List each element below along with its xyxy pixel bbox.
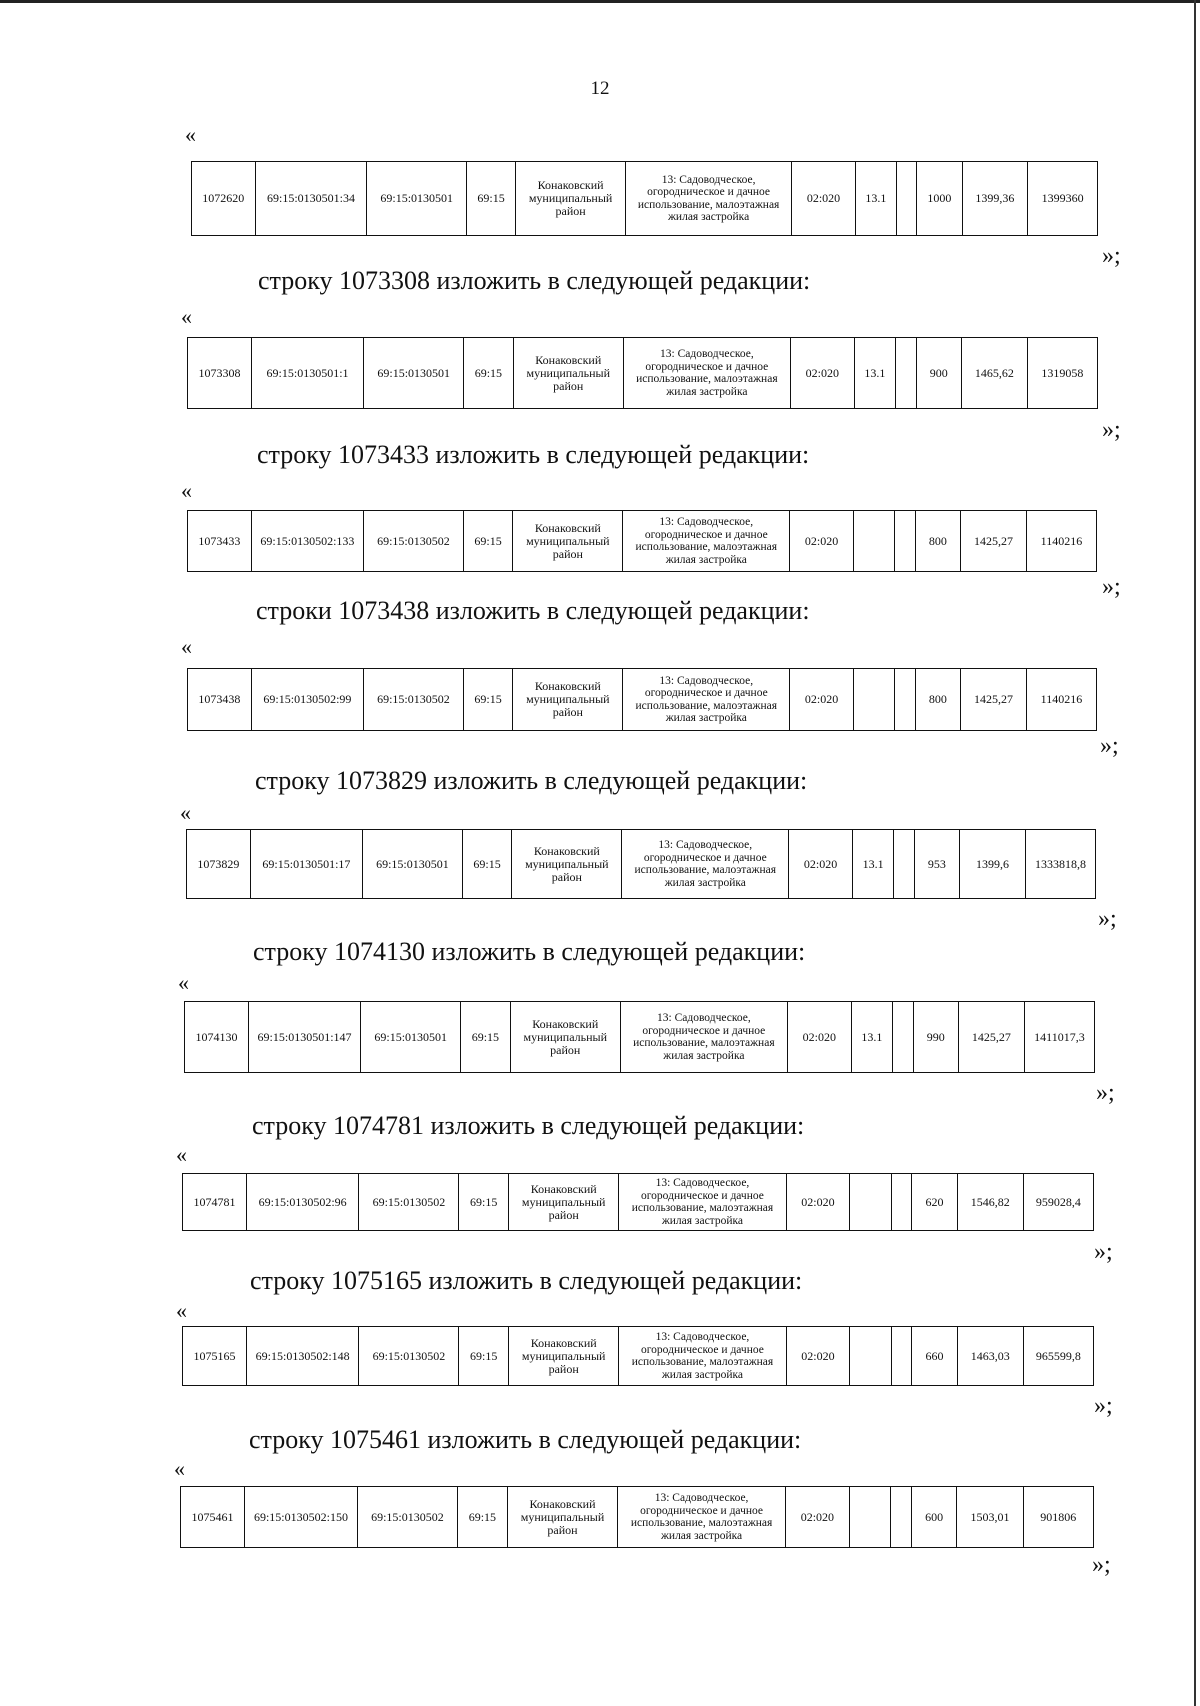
row-code-cell: 1072620 — [192, 162, 256, 236]
table-row — [181, 1487, 1094, 1548]
closing-quote: »; — [1094, 1239, 1113, 1265]
cadastral-number-cell: 69:15:0130502:99 — [251, 669, 363, 731]
closing-quote: »; — [1100, 733, 1119, 759]
empty-cell — [895, 338, 916, 409]
opening-quote: « — [180, 800, 191, 825]
land-use-cell: 13: Садоводческое, огородническое и дачное использование, малоэтажная жилая застройка — [622, 830, 789, 899]
row-code-cell: 1073433 — [188, 511, 252, 572]
cadastral-value-cell: 965599,8 — [1023, 1327, 1093, 1386]
land-use-cell: 13: Садоводческое, огородническое и дачное использование, малоэтажная жилая застройка — [623, 338, 790, 409]
cadastral-value-cell: 1399360 — [1028, 162, 1098, 236]
district-cell: Конаковский муниципальный район — [516, 162, 626, 236]
table-row — [188, 669, 1097, 731]
district-cell: Конаковский муниципальный район — [507, 1487, 618, 1548]
area-cell: 1000 — [917, 162, 962, 236]
group-cell: 02:020 — [787, 1002, 851, 1073]
area-cell: 600 — [911, 1487, 956, 1548]
closing-quote: »; — [1102, 574, 1121, 600]
subgroup-cell — [853, 511, 894, 572]
cadastral-number-cell: 69:15:0130501:34 — [255, 162, 367, 236]
subgroup-cell — [850, 1174, 891, 1231]
specific-value-cell: 1425,27 — [961, 669, 1027, 731]
opening-quote: « — [174, 1456, 185, 1481]
land-use-cell: 13: Садоводческое, огородническое и дачное использование, малоэтажная жилая застройка — [618, 1487, 786, 1548]
cadastral-number-cell: 69:15:0130502:96 — [246, 1174, 358, 1231]
section-heading: строку 1075165 изложить в следующей редакции: — [250, 1266, 803, 1295]
cadastral-value-cell: 959028,4 — [1023, 1174, 1093, 1231]
land-use-cell: 13: Садоводческое, огородническое и дачное использование, малоэтажная жилая застройка — [623, 511, 790, 572]
table-row — [192, 162, 1098, 236]
cadastral-value-row — [180, 1486, 1094, 1548]
table-row — [183, 1327, 1094, 1386]
section-heading: строку 1073829 изложить в следующей редакции: — [255, 766, 808, 795]
subgroup-cell: 13.1 — [852, 830, 893, 899]
opening-quote: « — [181, 304, 192, 329]
opening-quote: « — [178, 970, 189, 995]
district-code-cell: 69:15 — [464, 338, 513, 409]
cadastral-number-cell: 69:15:0130502:150 — [245, 1487, 358, 1548]
cadastral-value-cell: 1140216 — [1026, 669, 1096, 731]
cadastral-number-cell: 69:15:0130501:147 — [248, 1002, 360, 1073]
cadastral-quarter-cell: 69:15:0130502 — [357, 1487, 457, 1548]
scan-border-top — [0, 0, 1200, 3]
cadastral-value-cell: 901806 — [1023, 1487, 1093, 1548]
empty-cell — [896, 162, 917, 236]
cadastral-quarter-cell: 69:15:0130501 — [363, 830, 463, 899]
row-code-cell: 1075461 — [181, 1487, 245, 1548]
subgroup-cell: 13.1 — [855, 162, 896, 236]
section-heading: строку 1075461 изложить в следующей редакции: — [249, 1425, 802, 1454]
district-cell: Конаковский муниципальный район — [513, 511, 623, 572]
group-cell: 02:020 — [785, 1487, 849, 1548]
district-code-cell: 69:15 — [462, 830, 511, 899]
section-heading: строку 1074130 изложить в следующей редакции: — [253, 937, 806, 966]
cadastral-value-row — [184, 1001, 1095, 1073]
area-cell: 800 — [915, 511, 960, 572]
land-use-cell: 13: Садоводческое, огородническое и дачное использование, малоэтажная жилая застройка — [619, 1327, 786, 1386]
area-cell: 660 — [912, 1327, 957, 1386]
empty-cell — [892, 1002, 913, 1073]
subgroup-cell — [849, 1487, 890, 1548]
table-row — [187, 830, 1096, 899]
section-heading: строки 1073438 изложить в следующей редакции: — [256, 596, 810, 625]
cadastral-value-cell: 1333818,8 — [1025, 830, 1095, 899]
cadastral-quarter-cell: 69:15:0130501 — [367, 162, 467, 236]
district-cell: Конаковский муниципальный район — [513, 669, 623, 731]
subgroup-cell — [850, 1327, 891, 1386]
empty-cell — [895, 669, 916, 731]
opening-quote: « — [185, 122, 196, 147]
row-code-cell: 1074130 — [185, 1002, 249, 1073]
group-cell: 02:020 — [790, 511, 854, 572]
section-heading: строку 1073308 изложить в следующей редакции: — [258, 266, 811, 295]
closing-quote: »; — [1098, 906, 1117, 932]
page-number: 12 — [590, 78, 610, 99]
opening-quote: « — [176, 1298, 187, 1323]
scan-border-right — [1194, 0, 1196, 1706]
cadastral-number-cell: 69:15:0130502:148 — [246, 1327, 358, 1386]
area-cell: 620 — [912, 1174, 957, 1231]
district-code-cell: 69:15 — [458, 1487, 508, 1548]
cadastral-quarter-cell: 69:15:0130502 — [364, 669, 464, 731]
land-use-cell: 13: Садоводческое, огородническое и дачное использование, малоэтажная жилая застройка — [623, 669, 790, 731]
cadastral-number-cell: 69:15:0130501:17 — [250, 830, 362, 899]
closing-quote: »; — [1102, 243, 1121, 269]
specific-value-cell: 1399,6 — [960, 830, 1026, 899]
table-row — [185, 1002, 1095, 1073]
group-cell: 02:020 — [792, 162, 856, 236]
table-row — [183, 1174, 1094, 1231]
group-cell: 02:020 — [789, 830, 853, 899]
cadastral-value-cell: 1411017,3 — [1024, 1002, 1094, 1073]
cadastral-value-row — [186, 829, 1096, 899]
district-code-cell: 69:15 — [459, 1174, 509, 1231]
cadastral-quarter-cell: 69:15:0130502 — [364, 511, 464, 572]
opening-quote: « — [181, 634, 192, 659]
specific-value-cell: 1463,03 — [957, 1327, 1023, 1386]
section-heading: строку 1074781 изложить в следующей редакции: — [252, 1111, 805, 1140]
row-code-cell: 1073829 — [187, 830, 251, 899]
area-cell: 800 — [915, 669, 960, 731]
district-code-cell: 69:15 — [459, 1327, 509, 1386]
district-cell: Конаковский муниципальный район — [512, 830, 622, 899]
specific-value-cell: 1465,62 — [961, 338, 1027, 409]
district-code-cell: 69:15 — [463, 511, 512, 572]
district-cell: Конаковский муниципальный район — [508, 1174, 618, 1231]
cadastral-quarter-cell: 69:15:0130501 — [364, 338, 464, 409]
specific-value-cell: 1503,01 — [957, 1487, 1023, 1548]
cadastral-value-row — [182, 1173, 1094, 1231]
cadastral-value-row — [187, 510, 1097, 572]
opening-quote: « — [181, 478, 192, 503]
specific-value-cell: 1425,27 — [958, 1002, 1024, 1073]
area-cell: 990 — [913, 1002, 958, 1073]
district-cell: Конаковский муниципальный район — [510, 1002, 620, 1073]
cadastral-number-cell: 69:15:0130501:1 — [251, 338, 363, 409]
empty-cell — [891, 1487, 912, 1548]
cadastral-value-row — [182, 1326, 1094, 1386]
row-code-cell: 1075165 — [183, 1327, 247, 1386]
subgroup-cell: 13.1 — [851, 1002, 892, 1073]
empty-cell — [895, 511, 916, 572]
row-code-cell: 1073308 — [188, 338, 252, 409]
cadastral-quarter-cell: 69:15:0130501 — [361, 1002, 461, 1073]
closing-quote: »; — [1092, 1552, 1111, 1578]
group-cell: 02:020 — [790, 338, 854, 409]
cadastral-number-cell: 69:15:0130502:133 — [251, 511, 363, 572]
group-cell: 02:020 — [786, 1174, 850, 1231]
empty-cell — [891, 1327, 912, 1386]
section-heading: строку 1073433 изложить в следующей редакции: — [257, 440, 810, 469]
subgroup-cell — [853, 669, 894, 731]
land-use-cell: 13: Садоводческое, огородническое и дачное использование, малоэтажная жилая застройка — [625, 162, 791, 236]
area-cell: 900 — [916, 338, 961, 409]
group-cell: 02:020 — [786, 1327, 850, 1386]
area-cell: 953 — [914, 830, 959, 899]
district-code-cell: 69:15 — [461, 1002, 510, 1073]
specific-value-cell: 1399,36 — [962, 162, 1028, 236]
district-code-cell: 69:15 — [463, 669, 512, 731]
cadastral-quarter-cell: 69:15:0130502 — [359, 1327, 459, 1386]
cadastral-value-cell: 1140216 — [1026, 511, 1096, 572]
cadastral-value-row — [187, 337, 1098, 409]
cadastral-value-cell: 1319058 — [1027, 338, 1097, 409]
district-cell: Конаковский муниципальный район — [508, 1327, 618, 1386]
closing-quote: »; — [1096, 1080, 1115, 1106]
closing-quote: »; — [1102, 417, 1121, 443]
cadastral-value-row — [191, 161, 1098, 236]
cadastral-value-row — [187, 668, 1097, 731]
land-use-cell: 13: Садоводческое, огородническое и дачное использование, малоэтажная жилая застройка — [620, 1002, 787, 1073]
row-code-cell: 1074781 — [183, 1174, 247, 1231]
closing-quote: »; — [1094, 1393, 1113, 1419]
group-cell: 02:020 — [790, 669, 854, 731]
empty-cell — [891, 1174, 912, 1231]
empty-cell — [894, 830, 915, 899]
cadastral-quarter-cell: 69:15:0130502 — [359, 1174, 459, 1231]
subgroup-cell: 13.1 — [854, 338, 895, 409]
specific-value-cell: 1425,27 — [961, 511, 1027, 572]
table-row — [188, 511, 1097, 572]
district-code-cell: 69:15 — [466, 162, 515, 236]
table-row — [188, 338, 1098, 409]
opening-quote: « — [176, 1142, 187, 1167]
land-use-cell: 13: Садоводческое, огородническое и дачное использование, малоэтажная жилая застройка — [619, 1174, 786, 1231]
row-code-cell: 1073438 — [188, 669, 252, 731]
district-cell: Конаковский муниципальный район — [513, 338, 623, 409]
specific-value-cell: 1546,82 — [957, 1174, 1023, 1231]
